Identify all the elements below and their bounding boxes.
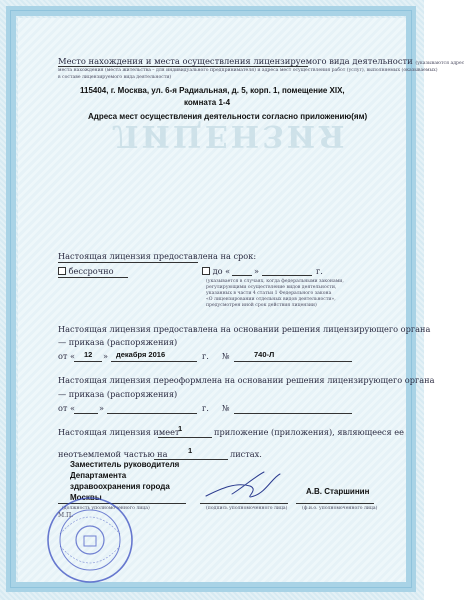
reissue-number-sign: № bbox=[222, 403, 230, 413]
appendix-prefix: Настоящая лицензия имеет bbox=[58, 427, 180, 437]
appendix-suffix: приложение (приложения), являющееся ее bbox=[214, 427, 404, 437]
appendix-part-prefix: неотъемлемой частью на bbox=[58, 449, 168, 459]
official-stamp bbox=[44, 494, 136, 586]
until-day-line bbox=[232, 275, 252, 276]
appendix-sheets-suffix: листах. bbox=[230, 449, 262, 459]
term-until bbox=[202, 266, 230, 276]
basis-number-line bbox=[234, 361, 352, 362]
indefinite-checkbox bbox=[58, 267, 66, 275]
signatory-name: А.В. Старшинин bbox=[306, 487, 370, 496]
basis-number-sign: № bbox=[222, 351, 230, 361]
reissue-month-line bbox=[107, 413, 197, 414]
reissue-year: г. bbox=[202, 403, 209, 413]
term-underline bbox=[58, 262, 198, 263]
until-month-line bbox=[262, 275, 312, 276]
reissue-number-line bbox=[234, 413, 352, 414]
position-line-2: Департамента bbox=[70, 471, 127, 480]
basis-from: от « bbox=[58, 351, 76, 361]
position-note: (должность уполномоченного лица) bbox=[62, 506, 150, 511]
name-underline bbox=[296, 503, 374, 504]
header-title bbox=[58, 56, 464, 66]
position-line-1: Заместитель руководителя bbox=[70, 460, 180, 469]
basis-day: 12 bbox=[84, 350, 93, 359]
signature-scribble bbox=[202, 466, 288, 506]
appendix-count: 1 bbox=[178, 424, 183, 433]
indefinite-underline bbox=[58, 277, 128, 278]
basis-number: 740-Л bbox=[254, 350, 275, 359]
header-underline bbox=[58, 66, 308, 67]
reissue-line-1: Настоящая лицензия переоформлена на основании решения лицензирующего органа bbox=[58, 375, 435, 385]
until-prefix: до « bbox=[212, 266, 231, 276]
header-title-text: Место нахождения и места осуществления лицензируемого вида деятельности bbox=[58, 56, 413, 66]
term-note-4: «О лицензировании отдельных видов деятельности», bbox=[206, 297, 336, 302]
basis-year: г. bbox=[202, 351, 209, 361]
position-line-3: здравоохранения города bbox=[70, 482, 170, 491]
until-checkbox bbox=[202, 267, 210, 275]
appendix-sheets: 1 bbox=[188, 446, 193, 455]
reissue-day-line bbox=[74, 413, 98, 414]
reissue-from: от « bbox=[58, 403, 76, 413]
basis-day-line bbox=[74, 361, 102, 362]
header-title-note: (указываются адрес bbox=[415, 61, 464, 66]
reissue-close: » bbox=[99, 403, 105, 413]
mp-label: М.П. bbox=[58, 512, 74, 519]
watermark-text: ЛИЦЕНЗИЯ bbox=[112, 118, 348, 153]
signature-note: (подпись уполномоченного лица) bbox=[206, 506, 288, 511]
term-note-2: регулирующими осуществление видов деятельности, bbox=[206, 285, 337, 290]
reissue-line-2: — приказа (распоряжения) bbox=[58, 389, 178, 399]
appendix-note: Адреса мест осуществления деятельности согласно приложению(ям) bbox=[88, 112, 368, 121]
basis-line-2: — приказа (распоряжения) bbox=[58, 337, 178, 347]
indefinite-label: бессрочно bbox=[68, 266, 114, 276]
term-note-1: (указывается в случаях, когда федеральными законами, bbox=[206, 279, 344, 284]
address-line-2: комната 1-4 bbox=[184, 98, 231, 107]
term-note-5: предусмотрен иной срок действия лицензии) bbox=[206, 303, 317, 308]
header-note-3: в составе лицензируемого вида деятельности) bbox=[58, 75, 172, 80]
term-indefinite bbox=[58, 266, 114, 276]
until-year-suffix: г. bbox=[316, 266, 323, 276]
position-line-4: Москвы bbox=[70, 493, 102, 502]
basis-close: » bbox=[103, 351, 109, 361]
appendix-count-line bbox=[158, 437, 212, 438]
term-note-3: указанных в части 4 статьи 1 Федерального закона bbox=[206, 291, 332, 296]
address-line-1: 115404, г. Москва, ул. 6-я Радиальная, д. 5, корп. 1, помещение XIX, bbox=[80, 86, 345, 95]
term-label: Настоящая лицензия предоставлена на срок: bbox=[58, 251, 257, 261]
until-close: » bbox=[254, 266, 260, 276]
header-note-2: места нахождения (места жительства – для индивидуального предпринимателя) и адреса мест осуществления работ (услуг), выполняемых (оказываемых) bbox=[58, 68, 438, 73]
basis-month: декабря 2016 bbox=[116, 350, 166, 359]
basis-month-line bbox=[111, 361, 197, 362]
name-note: (ф.и.о. уполномоченного лица) bbox=[302, 506, 378, 511]
basis-line-1: Настоящая лицензия предоставлена на основании решения лицензирующего органа bbox=[58, 324, 431, 334]
